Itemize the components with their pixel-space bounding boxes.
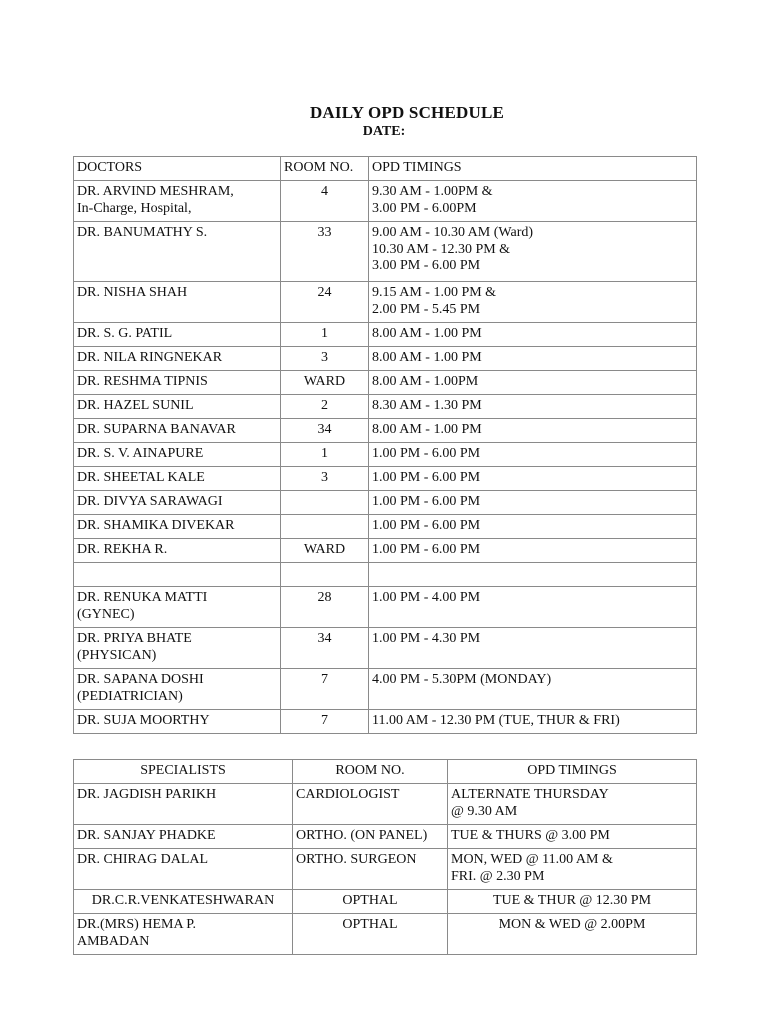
room-number: 33 <box>281 222 369 282</box>
doctor-name: DR. REKHA R. <box>74 539 281 563</box>
room-number: WARD <box>281 371 369 395</box>
doctor-name: DR. NILA RINGNEKAR <box>74 347 281 371</box>
doctor-name: DR. SUPARNA BANAVAR <box>74 419 281 443</box>
room-number: 1 <box>281 443 369 467</box>
doctor-name: DR. DIVYA SARAWAGI <box>74 491 281 515</box>
table-row <box>74 419 697 443</box>
table-row <box>74 323 697 347</box>
room-number: 24 <box>281 282 369 323</box>
opd-timings: TUE & THUR @ 12.30 PM <box>448 890 697 914</box>
table-row <box>74 849 697 890</box>
specialist-name: DR.C.R.VENKATESHWARAN <box>74 890 293 914</box>
table-row <box>74 181 697 222</box>
specialty: CARDIOLOGIST <box>293 784 448 825</box>
table-row <box>74 587 697 628</box>
room-number <box>281 491 369 515</box>
table-row <box>74 669 697 710</box>
room-number: WARD <box>281 539 369 563</box>
table-row <box>74 491 697 515</box>
column-header-specialists: SPECIALISTS <box>74 760 293 784</box>
opd-timings: 8.00 AM - 1.00 PM <box>369 419 697 443</box>
opd-timings: 1.00 PM - 4.00 PM <box>369 587 697 628</box>
table-row <box>74 628 697 669</box>
specialists-table <box>73 759 697 955</box>
opd-timings: 8.00 AM - 1.00 PM <box>369 347 697 371</box>
opd-timings: 1.00 PM - 6.00 PM <box>369 515 697 539</box>
doctor-name: DR. PRIYA BHATE (PHYSICAN) <box>74 628 281 669</box>
room-number: 7 <box>281 669 369 710</box>
opd-timings: MON, WED @ 11.00 AM & FRI. @ 2.30 PM <box>448 849 697 890</box>
room-number: 34 <box>281 419 369 443</box>
doctor-name: DR. RENUKA MATTI (GYNEC) <box>74 587 281 628</box>
table-row <box>74 710 697 734</box>
doctor-name: DR. SAPANA DOSHI (PEDIATRICIAN) <box>74 669 281 710</box>
doctor-name <box>74 563 281 587</box>
column-header-room: ROOM NO. <box>293 760 448 784</box>
opd-timings: MON & WED @ 2.00PM <box>448 914 697 955</box>
table-row-empty <box>74 563 697 587</box>
doctors-table <box>73 156 697 734</box>
specialty: ORTHO. (ON PANEL) <box>293 825 448 849</box>
room-number: 7 <box>281 710 369 734</box>
room-number: 3 <box>281 347 369 371</box>
table-row <box>74 371 697 395</box>
table-row <box>74 825 697 849</box>
specialty: OPTHAL <box>293 914 448 955</box>
column-header-timings: OPD TIMINGS <box>369 157 697 181</box>
column-header-timings: OPD TIMINGS <box>448 760 697 784</box>
table-row <box>74 515 697 539</box>
doctor-name: DR. S. G. PATIL <box>74 323 281 347</box>
date-label: DATE: <box>362 124 406 139</box>
specialist-name: DR. CHIRAG DALAL <box>74 849 293 890</box>
table-row <box>74 467 697 491</box>
table-row <box>74 784 697 825</box>
room-number <box>281 515 369 539</box>
room-number <box>281 563 369 587</box>
table-row <box>74 443 697 467</box>
doctor-name: DR. SUJA MOORTHY <box>74 710 281 734</box>
table-row <box>74 539 697 563</box>
opd-timings: 11.00 AM - 12.30 PM (TUE, THUR & FRI) <box>369 710 697 734</box>
room-number: 28 <box>281 587 369 628</box>
doctor-name: DR. NISHA SHAH <box>74 282 281 323</box>
table-row <box>74 395 697 419</box>
opd-timings: 1.00 PM - 4.30 PM <box>369 628 697 669</box>
room-number: 1 <box>281 323 369 347</box>
specialist-name: DR. JAGDISH PARIKH <box>74 784 293 825</box>
specialty: OPTHAL <box>293 890 448 914</box>
table-header-row <box>74 157 697 181</box>
doctor-name: DR. S. V. AINAPURE <box>74 443 281 467</box>
doctor-name: DR. HAZEL SUNIL <box>74 395 281 419</box>
opd-timings: 8.00 AM - 1.00 PM <box>369 323 697 347</box>
specialty: ORTHO. SURGEON <box>293 849 448 890</box>
opd-timings: 1.00 PM - 6.00 PM <box>369 443 697 467</box>
opd-timings: 1.00 PM - 6.00 PM <box>369 491 697 515</box>
doctor-name: DR. SHAMIKA DIVEKAR <box>74 515 281 539</box>
opd-timings: ALTERNATE THURSDAY @ 9.30 AM <box>448 784 697 825</box>
column-header-doctors: DOCTORS <box>74 157 281 181</box>
opd-timings: 8.30 AM - 1.30 PM <box>369 395 697 419</box>
table-row <box>74 347 697 371</box>
doctor-name: DR. SHEETAL KALE <box>74 467 281 491</box>
room-number: 34 <box>281 628 369 669</box>
doctor-name: DR. BANUMATHY S. <box>74 222 281 282</box>
room-number: 4 <box>281 181 369 222</box>
doctor-name: DR. RESHMA TIPNIS <box>74 371 281 395</box>
opd-timings: TUE & THURS @ 3.00 PM <box>448 825 697 849</box>
page-title: DAILY OPD SCHEDULE <box>309 103 505 122</box>
opd-timings: 1.00 PM - 6.00 PM <box>369 539 697 563</box>
specialist-name: DR. SANJAY PHADKE <box>74 825 293 849</box>
room-number: 3 <box>281 467 369 491</box>
doctor-name: DR. ARVIND MESHRAM, In-Charge, Hospital, <box>74 181 281 222</box>
opd-timings: 9.15 AM - 1.00 PM & 2.00 PM - 5.45 PM <box>369 282 697 323</box>
opd-timings: 4.00 PM - 5.30PM (MONDAY) <box>369 669 697 710</box>
table-row <box>74 282 697 323</box>
opd-timings: 8.00 AM - 1.00PM <box>369 371 697 395</box>
table-row <box>74 890 697 914</box>
column-header-room: ROOM NO. <box>281 157 369 181</box>
opd-timings: 9.00 AM - 10.30 AM (Ward) 10.30 AM - 12.30 PM & 3.00 PM - 6.00 PM <box>369 222 697 282</box>
table-row <box>74 914 697 955</box>
table-header-row <box>74 760 697 784</box>
opd-timings: 1.00 PM - 6.00 PM <box>369 467 697 491</box>
opd-timings: 9.30 AM - 1.00PM & 3.00 PM - 6.00PM <box>369 181 697 222</box>
table-row <box>74 222 697 282</box>
opd-timings <box>369 563 697 587</box>
specialist-name: DR.(MRS) HEMA P. AMBADAN <box>74 914 293 955</box>
room-number: 2 <box>281 395 369 419</box>
